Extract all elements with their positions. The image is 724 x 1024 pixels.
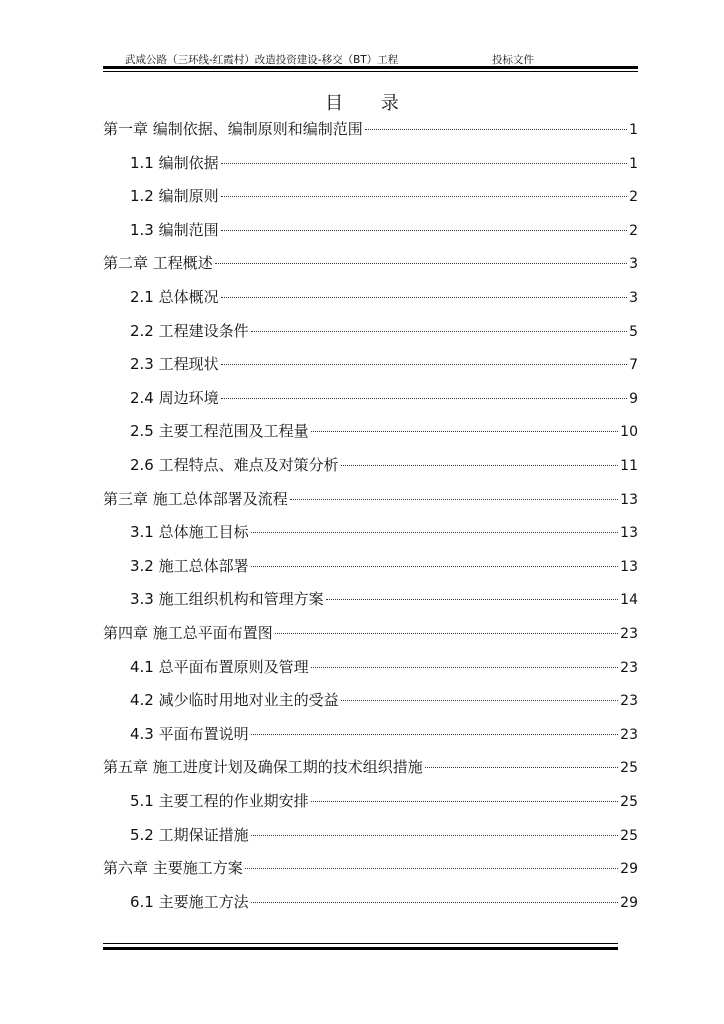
toc-dot-leader (251, 902, 619, 903)
toc-dot-leader (326, 599, 619, 600)
toc-section-entry[interactable] (130, 689, 638, 711)
toc-entry-page-number: 13 (620, 491, 638, 508)
toc-dot-leader (221, 196, 627, 197)
toc-entry-label: 2.2 工程建设条件 (130, 321, 249, 340)
toc-entry-label: 5.1 主要工程的作业期安排 (130, 792, 309, 810)
toc-entry-label: 1.2 编制原则 (130, 187, 219, 206)
toc-dot-leader (251, 734, 619, 735)
toc-section-entry[interactable] (130, 286, 638, 308)
page-footer (103, 943, 618, 951)
toc-entry-label: 4.2 减少临时用地对业主的受益 (130, 691, 339, 710)
toc-dot-leader (341, 700, 619, 701)
toc-entry-page-number: 1 (629, 122, 638, 138)
toc-entry-page-number: 2 (629, 189, 638, 206)
toc-entry-label: 1.3 编制范围 (130, 220, 219, 239)
toc-section-entry[interactable] (130, 353, 638, 375)
page-title: 目 录 (325, 93, 415, 114)
toc-entry-label: 第五章 施工进度计划及确保工期的技术组织措施 (103, 758, 423, 777)
toc-entry-page-number: 14 (620, 592, 638, 609)
toc-section-entry[interactable] (130, 588, 638, 610)
toc-dot-leader (311, 431, 619, 432)
toc-entry-label: 4.3 平面布置说明 (130, 724, 249, 743)
toc-entry-label: 4.1 总平面布置原则及管理 (130, 657, 309, 676)
toc-entry-page-number: 25 (620, 827, 638, 844)
toc-section-entry[interactable] (130, 185, 638, 207)
toc-entry-page-number: 11 (620, 458, 638, 474)
toc-dot-leader (251, 835, 619, 836)
toc-dot-leader (275, 633, 618, 634)
toc-entry-page-number: 9 (629, 390, 638, 407)
toc-entry-page-number: 23 (620, 626, 638, 642)
header-doc-type: 投标文件 (492, 54, 534, 66)
toc-dot-leader (251, 532, 619, 533)
toc-entry-label: 3.1 总体施工目标 (130, 523, 249, 542)
toc-entry-label: 第三章 施工总体部署及流程 (103, 489, 288, 508)
toc-entry-label: 第一章 编制依据、编制原则和编制范围 (103, 120, 363, 138)
toc-entry-page-number: 13 (620, 558, 638, 575)
toc-chapter-entry[interactable] (103, 252, 638, 274)
toc-chapter-entry[interactable] (103, 118, 638, 140)
toc-section-entry[interactable] (130, 723, 638, 745)
toc-entry-label: 第四章 施工总平面布置图 (103, 624, 273, 642)
toc-section-entry[interactable] (130, 656, 638, 678)
toc-entry-page-number: 2 (629, 222, 638, 239)
toc-dot-leader (425, 767, 618, 768)
toc-dot-leader (221, 364, 627, 365)
toc-entry-label: 2.3 工程现状 (130, 355, 219, 374)
toc-entry-page-number: 29 (620, 894, 638, 911)
toc-chapter-entry[interactable] (103, 622, 638, 644)
toc-section-entry[interactable] (130, 790, 638, 812)
toc-entry-page-number: 25 (620, 794, 638, 810)
toc-entry-page-number: 23 (620, 726, 638, 743)
toc-dot-leader (311, 801, 619, 802)
header-rule-thin (103, 71, 638, 72)
toc-section-entry[interactable] (130, 420, 638, 442)
toc-dot-leader (221, 163, 627, 164)
toc-entry-label: 第二章 工程概述 (103, 254, 213, 273)
toc-dot-leader (311, 667, 619, 668)
toc-dot-leader (290, 499, 618, 500)
toc-dot-leader (215, 263, 627, 264)
toc-entry-label: 2.5 主要工程范围及工程量 (130, 422, 309, 441)
toc-entry-label: 2.1 总体概况 (130, 288, 219, 306)
toc-entry-page-number: 3 (629, 290, 638, 306)
toc-section-entry[interactable] (130, 891, 638, 913)
toc-entry-page-number: 23 (620, 659, 638, 676)
toc-dot-leader (251, 566, 619, 567)
toc-entry-page-number: 10 (620, 424, 638, 441)
header-title: 武咸公路（三环线-红霞村）改造投资建设-移交（BT）工程 (125, 54, 399, 66)
toc-entry-label: 3.2 施工总体部署 (130, 556, 249, 575)
header-rule-thick (103, 66, 638, 69)
toc-entry-page-number: 29 (620, 861, 638, 878)
toc-entry-label: 1.1 编制依据 (130, 153, 219, 172)
toc-entry-page-number: 25 (620, 760, 638, 777)
toc-entry-label: 3.3 施工组织机构和管理方案 (130, 590, 324, 609)
toc-entry-label: 第六章 主要施工方案 (103, 859, 243, 878)
toc-entry-page-number: 23 (620, 693, 638, 710)
toc-section-entry[interactable] (130, 555, 638, 577)
toc-dot-leader (365, 129, 627, 130)
toc-dot-leader (251, 331, 627, 332)
toc-section-entry[interactable] (130, 219, 638, 241)
toc-entry-page-number: 5 (629, 323, 638, 340)
toc-section-entry[interactable] (130, 152, 638, 174)
page-header (103, 50, 638, 76)
toc-entry-label: 5.2 工期保证措施 (130, 825, 249, 844)
toc-dot-leader (221, 398, 627, 399)
toc-section-entry[interactable] (130, 521, 638, 543)
toc-dot-leader (221, 297, 627, 298)
toc-entry-label: 2.4 周边环境 (130, 388, 219, 407)
toc-chapter-entry[interactable] (103, 488, 638, 510)
toc-dot-leader (221, 230, 627, 231)
toc-entry-page-number: 1 (629, 155, 638, 172)
footer-rule-thin (103, 943, 618, 944)
toc-entry-label: 6.1 主要施工方法 (130, 892, 249, 911)
toc-chapter-entry[interactable] (103, 857, 638, 879)
toc-entry-page-number: 3 (629, 256, 638, 273)
toc-entry-label: 2.6 工程特点、难点及对策分析 (130, 456, 339, 474)
toc-section-entry[interactable] (130, 320, 638, 342)
footer-rule-thick (103, 947, 618, 950)
toc-section-entry[interactable] (130, 387, 638, 409)
toc-section-entry[interactable] (130, 454, 638, 476)
toc-section-entry[interactable] (130, 824, 638, 846)
toc-entry-page-number: 13 (620, 525, 638, 542)
toc-dot-leader (341, 465, 619, 466)
toc-chapter-entry[interactable] (103, 756, 638, 778)
toc-dot-leader (245, 868, 618, 869)
toc-entry-page-number: 7 (629, 357, 638, 374)
